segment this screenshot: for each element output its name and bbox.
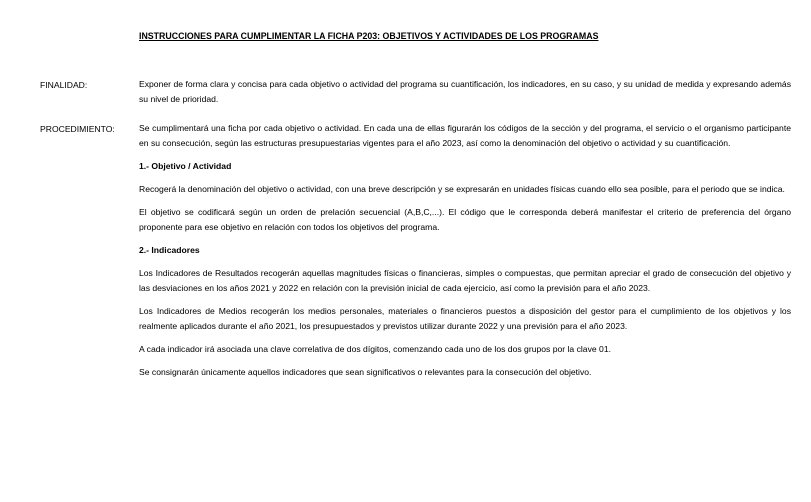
procedimiento-intro: Se cumplimentará una ficha por cada objetivo o actividad. En cada una de ellas figurarán los códigos de la sección y del programa, el servicio o el organismo participante en su consecución, según las estructuras presupuestarias vigentes para el año 2023, así como la denominación del objetivo o actividad y su cuantificación. [139, 123, 791, 148]
indicadores-paragraph-4: Se consignarán únicamente aquellos indicadores que sean significativos o relevantes para la consecución del objetivo. [139, 367, 592, 377]
procedimiento-content [139, 121, 791, 380]
indicadores-paragraph-2: Los Indicadores de Medios recogerán los medios personales, materiales o financieros puestos a disposición del gestor para el cumplimiento de los objetivos y los realmente aplicados durante el año 2021, los presupuestados y previstos utilizar durante 2022 y una previsión para el año 2023. [139, 306, 791, 331]
document-title: INSTRUCCIONES PARA CUMPLIMENTAR LA FICHA P203: OBJETIVOS Y ACTIVIDADES DE LOS PROGRAMAS [139, 31, 599, 41]
finalidad-text [139, 77, 791, 107]
indicadores-paragraph-3: A cada indicador irá asociada una clave correlativa de dos dígitos, comenzando cada uno de los dos grupos por la clave 01. [139, 344, 611, 354]
finalidad-paragraph: Exponer de forma clara y concisa para cada objetivo o actividad del programa su cuantificación, los indicadores, en su caso, y su unidad de medida y expresando además su nivel de prioridad. [139, 79, 791, 104]
objetivo-paragraph-1: Recogerá la denominación del objetivo o actividad, con una breve descripción y se expresarán en unidades físicas cuando ello sea posible, para el periodo que se indica. [139, 184, 785, 194]
objetivo-paragraph-2: El objetivo se codificará según un orden de prelación secuencial (A,B,C,...). El código que le corresponda deberá manifestar el criterio de preferencia del órgano proponente para ese objetivo en relación con todos los objetivos del programa. [139, 207, 791, 232]
section-heading-indicadores: 2.- Indicadores [139, 245, 200, 255]
procedimiento-label: PROCEDIMIENTO: [40, 124, 115, 134]
section-heading-objetivo: 1.- Objetivo / Actividad [139, 161, 232, 171]
finalidad-label: FINALIDAD: [40, 80, 88, 90]
indicadores-paragraph-1: Los Indicadores de Resultados recogerán aquellas magnitudes físicas o financieras, simples o compuestas, que permitan apreciar el grado de consecución del objetivo y las desviaciones en los años 2021 y 2022 en relación con la previsión inicial de cada ejercicio, así como la previsión para el año 2023. [139, 268, 791, 293]
